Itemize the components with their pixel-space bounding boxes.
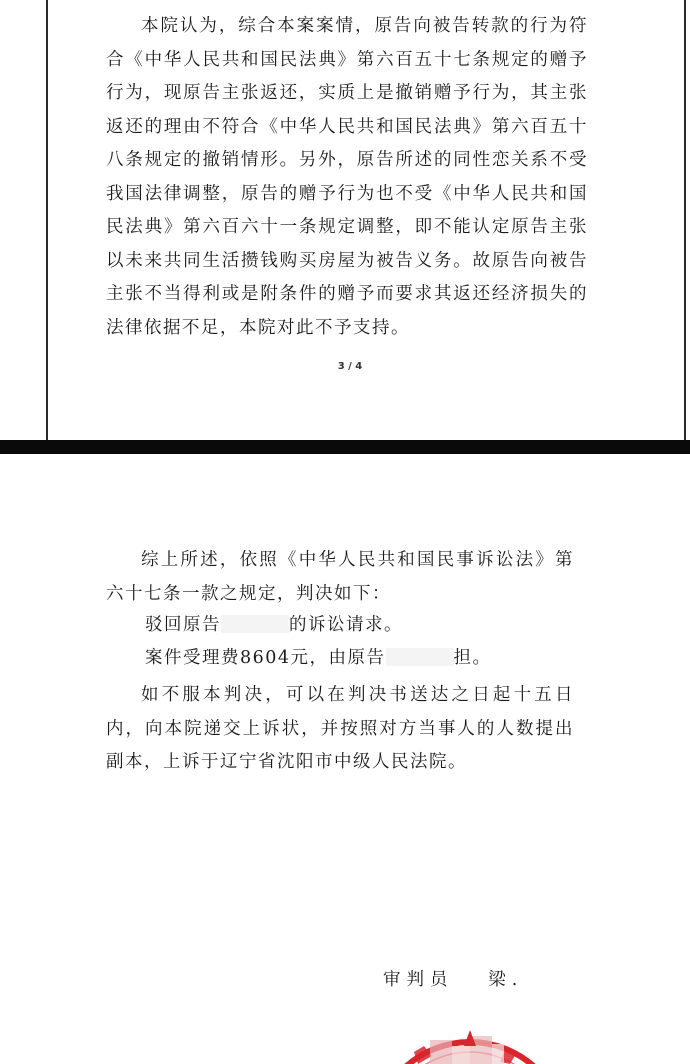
- signature-title: 审判员: [383, 970, 454, 990]
- page-number: 3 / 4: [337, 361, 363, 372]
- judgment-intro-paragraph: 综上所述，依照《中华人民共和国民事诉讼法》第六十七条一款之规定，判决如下：: [106, 550, 574, 604]
- appeal-notice-paragraph: 如不服本判决，可以在判决书送达之日起十五日内，向本院递交上诉状，并按照对方当事人的人数提出副本，上诉于辽宁省沈阳市中级人民法院。: [106, 685, 574, 772]
- court-opinion-paragraph: 本院认为，综合本案案情，原告向被告转款的行为符合《中华人民共和国民法典》第六百五十七条规定的赠予行为，现原告主张返还，实质上是撤销赠予行为，其主张返还的理由不符合《中华人民共和国民法典》第六百五十八条规定的撤销情形。另外，原告所述的同性恋关系不受我国法律调整，原告的赠予行为也不受《中华人民共和国民法典》第六百六十一条规定调整，即不能认定原告主张以未来共同生活攒钱购买房屋为被告义务。故原告向被告主张不当得利或是附条件的赠予而要求其返还经济损失的法律依据不足，本院对此不予支持。: [106, 16, 588, 338]
- judgment-item-dismiss-prefix: 驳回原告: [145, 615, 221, 635]
- judgment-item-fee-suffix: 担。: [453, 648, 492, 668]
- judgment-item-fee-prefix: 案件受理费8604元，由原告: [145, 648, 386, 668]
- signature-name: 梁.: [488, 970, 524, 990]
- judgment-item-dismiss-suffix: 的诉讼请求。: [289, 615, 403, 635]
